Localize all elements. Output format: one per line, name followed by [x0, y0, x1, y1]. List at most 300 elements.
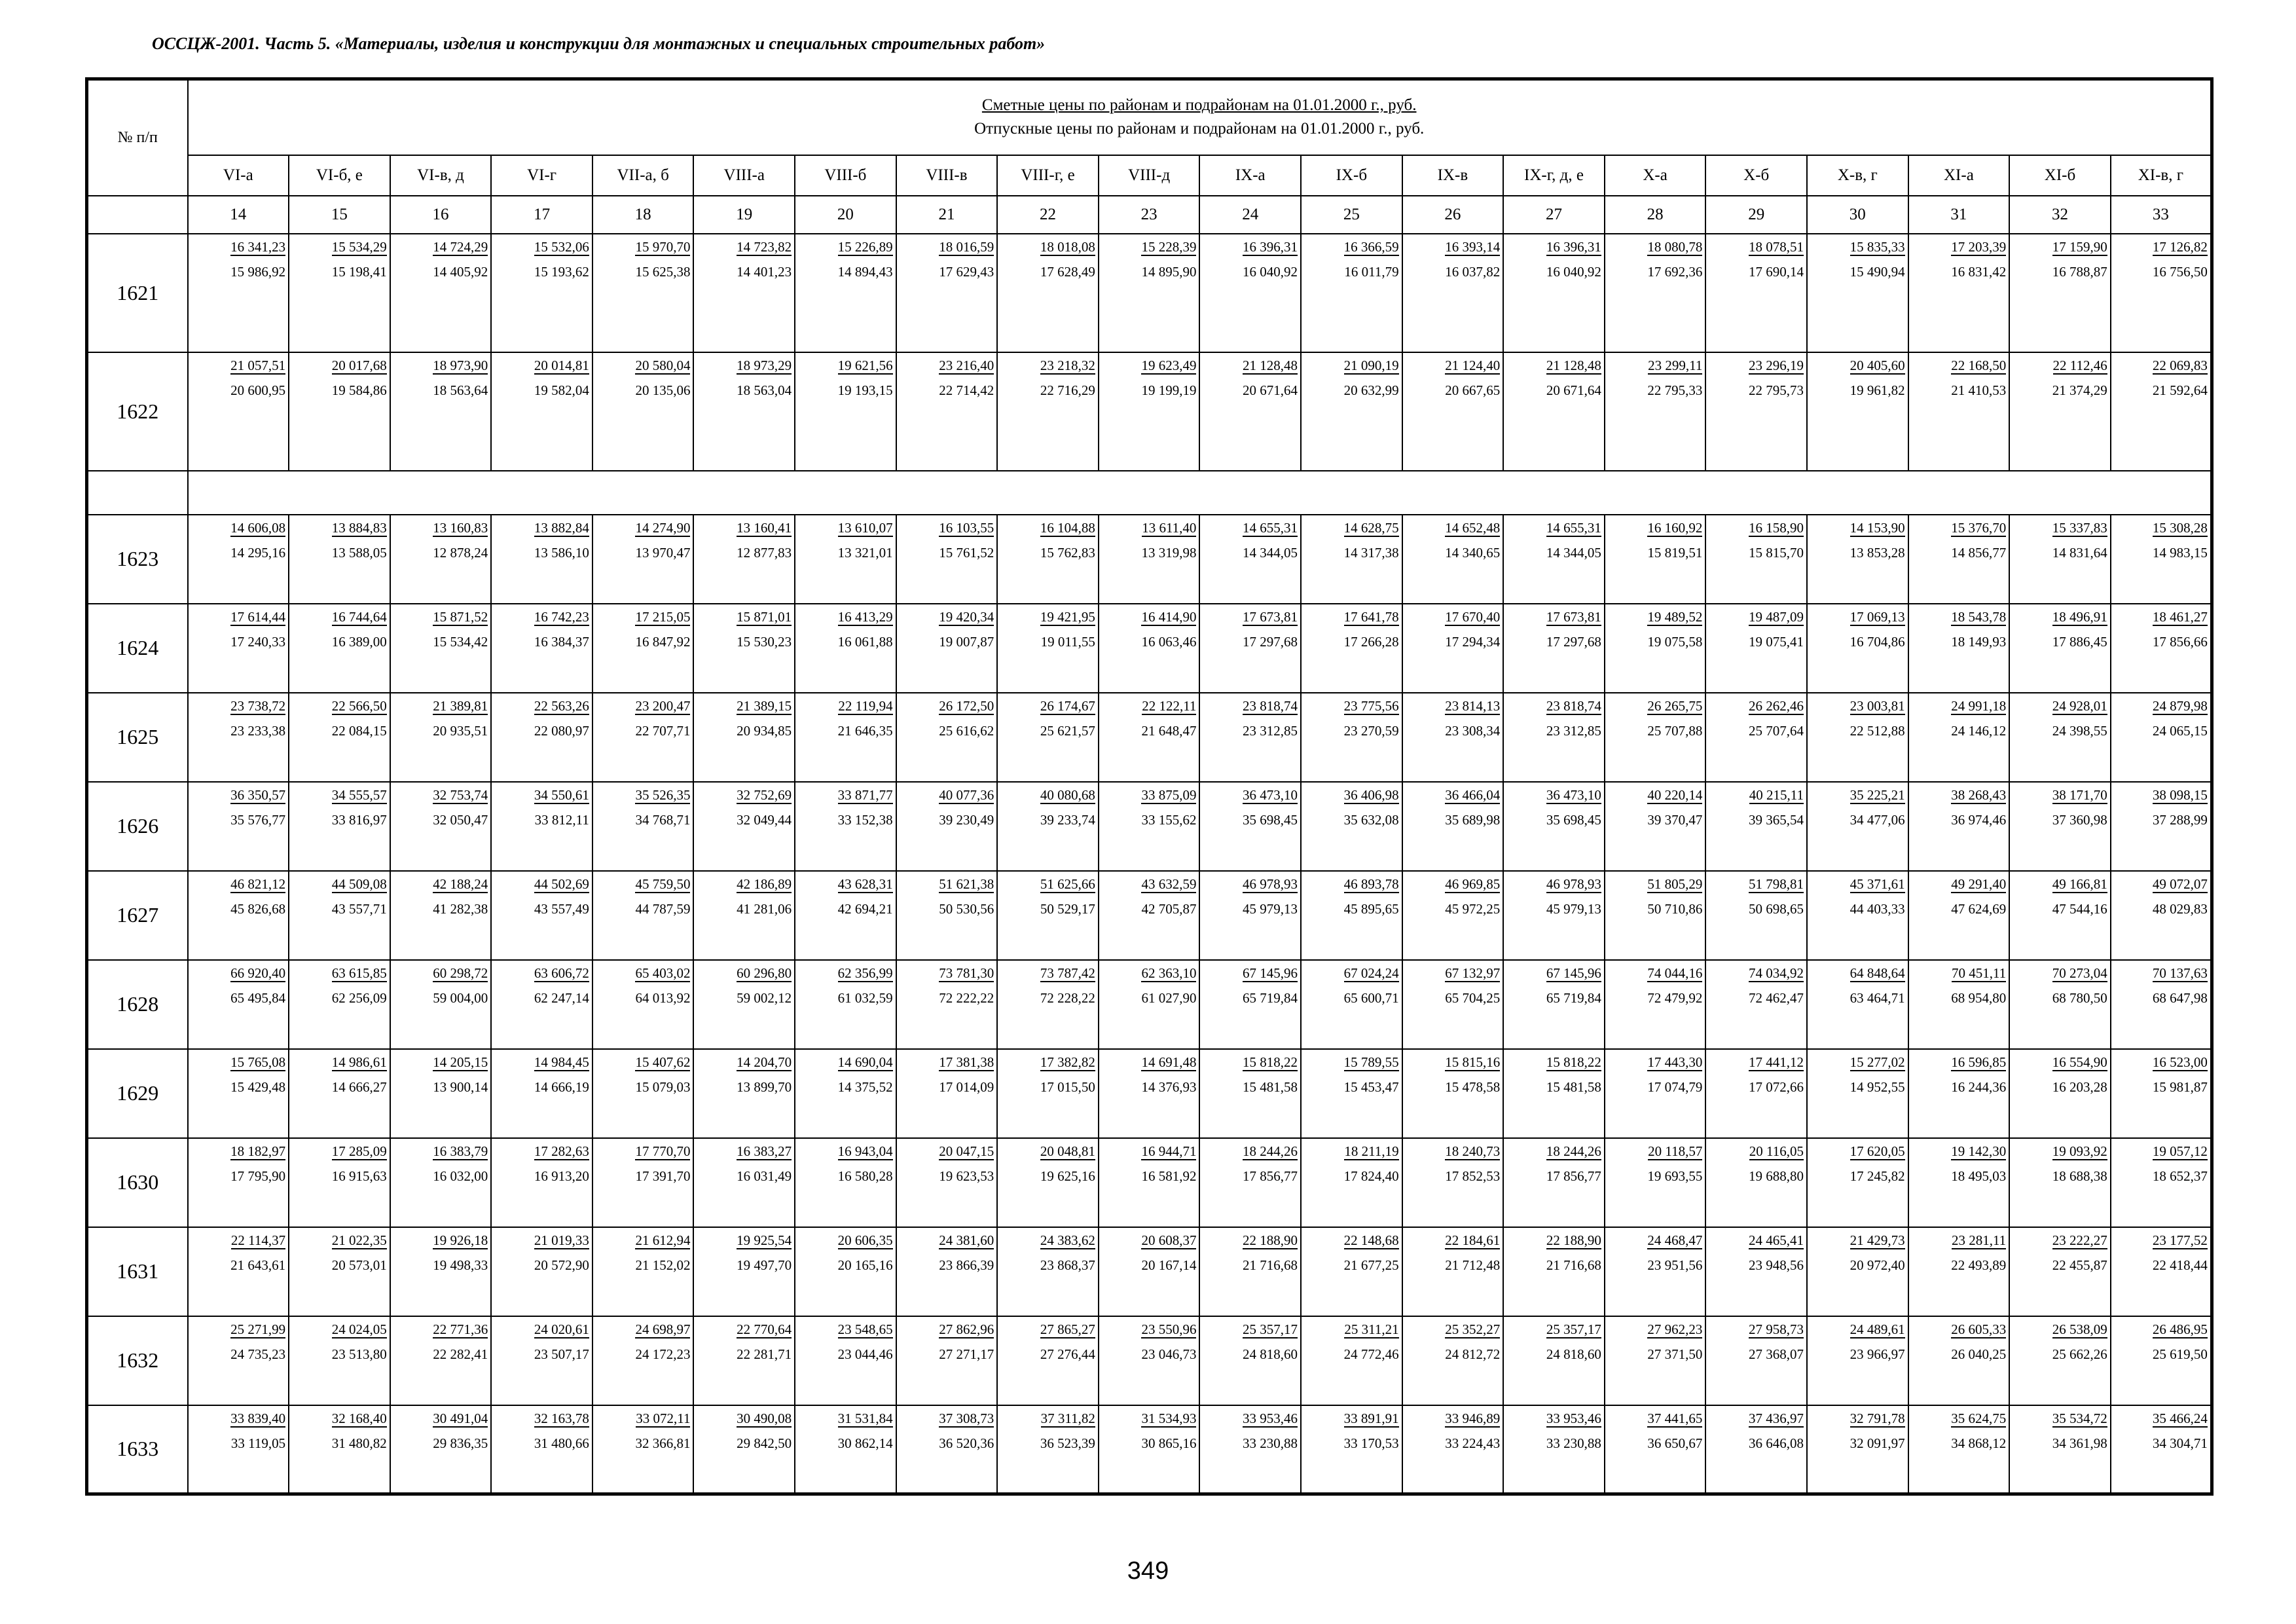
price-cell	[289, 782, 390, 871]
estimate-price: 21 022,35	[331, 1232, 387, 1248]
release-price: 25 707,64	[1749, 722, 1804, 739]
price-cell	[693, 960, 795, 1049]
estimate-price: 35 225,21	[1850, 786, 1905, 803]
price-cell	[491, 960, 592, 1049]
document-header: ОССЦЖ-2001. Часть 5. «Материалы, изделия и конструкции для монтажных и специальных строительных работ»	[152, 34, 1046, 53]
district-header: XI-б	[2009, 155, 2111, 196]
estimate-price: 17 126,82	[2152, 238, 2208, 255]
price-cell	[1199, 1049, 1301, 1138]
estimate-price: 14 628,75	[1343, 519, 1399, 536]
release-price: 23 312,85	[1243, 722, 1298, 739]
price-cell	[693, 1405, 795, 1494]
price-cell	[1503, 515, 1605, 604]
estimate-price: 25 311,21	[1344, 1321, 1399, 1337]
price-cell	[1807, 1227, 1908, 1316]
estimate-price: 24 698,97	[635, 1321, 691, 1337]
release-price: 15 819,51	[1647, 544, 1703, 561]
district-header: VI-а	[188, 155, 289, 196]
price-cell	[896, 1316, 998, 1405]
column-number: 25	[1301, 196, 1402, 234]
release-price: 15 761,52	[939, 544, 994, 561]
release-price: 37 288,99	[2152, 811, 2208, 828]
price-cell	[1301, 352, 1402, 471]
estimate-price: 43 628,31	[837, 876, 893, 892]
release-price: 42 694,21	[837, 900, 893, 917]
release-price: 45 826,68	[230, 900, 286, 917]
release-price: 16 040,92	[1546, 263, 1601, 280]
estimate-price: 23 775,56	[1343, 697, 1399, 714]
price-cell	[2009, 782, 2111, 871]
release-price: 16 704,86	[1850, 633, 1905, 650]
price-cell	[2111, 515, 2212, 604]
price-cell	[997, 604, 1099, 693]
estimate-price: 17 443,30	[1647, 1054, 1703, 1070]
price-cell	[390, 352, 492, 471]
price-cell	[896, 515, 998, 604]
price-cell	[1402, 871, 1504, 960]
price-cell	[1605, 871, 1706, 960]
estimate-price: 42 186,89	[737, 876, 792, 892]
estimate-price: 46 821,12	[230, 876, 286, 892]
price-cell	[1705, 693, 1807, 782]
price-cell	[289, 515, 390, 604]
release-price: 65 704,25	[1445, 989, 1501, 1006]
release-price: 20 572,90	[534, 1257, 589, 1273]
estimate-price: 26 265,75	[1647, 697, 1703, 714]
price-table-body	[87, 234, 2212, 1494]
estimate-price: 16 523,00	[2152, 1054, 2208, 1070]
release-price: 27 276,44	[1040, 1346, 1095, 1362]
price-cell	[997, 515, 1099, 604]
estimate-price: 23 222,27	[2052, 1232, 2107, 1248]
estimate-price: 26 538,09	[2052, 1321, 2107, 1337]
price-cell	[289, 871, 390, 960]
price-cell	[997, 234, 1099, 352]
estimate-price: 17 620,05	[1850, 1143, 1905, 1159]
column-number: 30	[1807, 196, 1908, 234]
price-cell	[1199, 782, 1301, 871]
row-number: 1623	[87, 515, 188, 604]
release-price: 39 370,47	[1647, 811, 1703, 828]
estimate-price: 17 641,78	[1343, 608, 1399, 625]
price-cell	[693, 693, 795, 782]
release-price: 20 671,64	[1243, 382, 1298, 398]
price-cell	[188, 515, 289, 604]
estimate-price: 22 119,94	[838, 697, 893, 714]
estimate-price: 19 621,56	[837, 357, 893, 373]
estimate-price: 27 862,96	[939, 1321, 994, 1337]
estimate-price: 49 166,81	[2052, 876, 2107, 892]
district-header: IX-б	[1301, 155, 1402, 196]
price-cell	[997, 871, 1099, 960]
estimate-price: 17 770,70	[635, 1143, 691, 1159]
release-price: 45 979,13	[1546, 900, 1601, 917]
price-cell	[1402, 1405, 1504, 1494]
release-price: 18 563,04	[737, 382, 792, 398]
price-cell	[390, 1316, 492, 1405]
release-price: 59 004,00	[433, 989, 488, 1006]
price-cell	[1503, 960, 1605, 1049]
estimate-price: 26 605,33	[1951, 1321, 2007, 1337]
release-price: 41 282,38	[433, 900, 488, 917]
release-price: 16 389,00	[331, 633, 387, 650]
release-price: 33 230,88	[1546, 1435, 1601, 1451]
row-number: 1629	[87, 1049, 188, 1138]
price-cell	[1199, 1316, 1301, 1405]
estimate-price: 22 188,90	[1546, 1232, 1601, 1248]
release-price: 36 650,67	[1647, 1435, 1703, 1451]
estimate-price: 18 461,27	[2152, 608, 2208, 625]
release-price: 23 507,17	[534, 1346, 589, 1362]
price-cell	[693, 604, 795, 693]
estimate-price: 74 044,16	[1647, 965, 1703, 981]
estimate-price: 36 406,98	[1343, 786, 1399, 803]
estimate-price: 17 670,40	[1445, 608, 1501, 625]
price-cell	[2009, 1049, 2111, 1138]
column-number: 23	[1099, 196, 1200, 234]
price-cell	[1503, 871, 1605, 960]
price-cell	[2111, 1405, 2212, 1494]
price-cell	[491, 1138, 592, 1227]
price-cell	[188, 604, 289, 693]
price-cell	[2111, 693, 2212, 782]
estimate-price: 16 104,88	[1040, 519, 1095, 536]
price-cell	[1908, 1405, 2010, 1494]
column-number: 15	[289, 196, 390, 234]
release-price: 17 072,66	[1749, 1079, 1804, 1095]
price-cell	[693, 1138, 795, 1227]
price-cell	[2009, 1138, 2111, 1227]
estimate-price: 23 738,72	[230, 697, 286, 714]
estimate-price: 17 285,09	[331, 1143, 387, 1159]
release-price: 15 481,58	[1243, 1079, 1298, 1095]
price-cell	[1503, 352, 1605, 471]
estimate-price: 35 526,35	[635, 786, 691, 803]
estimate-price: 16 944,71	[1141, 1143, 1197, 1159]
price-cell	[188, 1227, 289, 1316]
release-price: 16 788,87	[2052, 263, 2107, 280]
price-cell	[390, 234, 492, 352]
estimate-price: 17 381,38	[939, 1054, 994, 1070]
estimate-price: 25 357,17	[1546, 1321, 1601, 1337]
release-price: 34 361,98	[2052, 1435, 2107, 1451]
release-price: 36 646,08	[1749, 1435, 1804, 1451]
release-price: 13 899,70	[737, 1079, 792, 1095]
release-price: 48 029,83	[2152, 900, 2208, 917]
price-cell	[1807, 960, 1908, 1049]
price-cell	[896, 960, 998, 1049]
release-price: 25 707,88	[1647, 722, 1703, 739]
table-row	[87, 1227, 2212, 1316]
estimate-price: 15 277,02	[1850, 1054, 1905, 1070]
release-price: 16 384,37	[534, 633, 589, 650]
estimate-price: 38 268,43	[1951, 786, 2007, 803]
estimate-price: 24 465,41	[1749, 1232, 1804, 1248]
release-price: 61 027,90	[1141, 989, 1197, 1006]
district-header: IX-а	[1199, 155, 1301, 196]
release-price: 16 203,28	[2052, 1079, 2107, 1095]
estimate-price: 40 215,11	[1749, 786, 1804, 803]
price-cell	[390, 515, 492, 604]
price-cell	[491, 604, 592, 693]
release-price: 22 795,73	[1749, 382, 1804, 398]
release-price: 18 652,37	[2152, 1168, 2208, 1184]
price-cell	[188, 1049, 289, 1138]
price-cell	[2111, 604, 2212, 693]
estimate-price: 20 116,05	[1749, 1143, 1804, 1159]
price-cell	[896, 1138, 998, 1227]
release-price: 29 842,50	[737, 1435, 792, 1451]
district-header: VI-г	[491, 155, 592, 196]
price-cell	[2009, 693, 2111, 782]
estimate-price: 17 441,12	[1749, 1054, 1804, 1070]
price-cell	[390, 1227, 492, 1316]
price-cell	[1705, 1405, 1807, 1494]
release-price: 39 233,74	[1040, 811, 1095, 828]
release-price: 33 224,43	[1445, 1435, 1501, 1451]
price-cell	[1099, 604, 1200, 693]
price-cell	[592, 515, 694, 604]
estimate-price: 67 145,96	[1243, 965, 1298, 981]
estimate-price: 14 984,45	[534, 1054, 589, 1070]
price-cell	[1301, 871, 1402, 960]
estimate-price: 44 509,08	[331, 876, 387, 892]
release-price: 72 462,47	[1749, 989, 1804, 1006]
table-row	[87, 234, 2212, 352]
price-cell	[592, 871, 694, 960]
price-cell	[1099, 515, 1200, 604]
price-cell	[188, 1405, 289, 1494]
district-header: VIII-г, е	[997, 155, 1099, 196]
estimate-price: 67 024,24	[1343, 965, 1399, 981]
estimate-price: 35 534,72	[2052, 1410, 2107, 1426]
release-price: 15 534,42	[433, 633, 488, 650]
release-price: 22 795,33	[1647, 382, 1703, 398]
estimate-price: 13 882,84	[534, 519, 589, 536]
price-cell	[693, 782, 795, 871]
price-cell	[896, 871, 998, 960]
release-price: 16 032,00	[433, 1168, 488, 1184]
estimate-price: 23 200,47	[635, 697, 691, 714]
district-header: VIII-в	[896, 155, 998, 196]
estimate-price: 33 839,40	[230, 1410, 286, 1426]
estimate-price: 14 655,31	[1243, 519, 1298, 536]
estimate-price: 21 389,81	[433, 697, 488, 714]
estimate-price: 18 973,90	[433, 357, 488, 373]
release-price: 23 270,59	[1343, 722, 1399, 739]
estimate-price: 19 487,09	[1749, 608, 1804, 625]
estimate-price: 13 610,07	[837, 519, 893, 536]
release-price: 20 972,40	[1850, 1257, 1905, 1273]
price-cell	[188, 782, 289, 871]
estimate-price: 21 124,40	[1445, 357, 1501, 373]
release-price: 29 836,35	[433, 1435, 488, 1451]
price-cell	[1705, 234, 1807, 352]
release-price: 13 586,10	[534, 544, 589, 561]
estimate-price: 15 407,62	[635, 1054, 691, 1070]
release-price: 20 934,85	[737, 722, 792, 739]
price-cell	[1301, 604, 1402, 693]
release-price: 19 193,15	[837, 382, 893, 398]
release-price: 26 040,25	[1951, 1346, 2007, 1362]
release-price: 17 014,09	[939, 1079, 994, 1095]
release-price: 34 768,71	[635, 811, 691, 828]
release-price: 23 966,97	[1850, 1346, 1905, 1362]
estimate-price: 26 174,67	[1040, 697, 1095, 714]
price-cell	[592, 693, 694, 782]
estimate-price: 24 468,47	[1647, 1232, 1703, 1248]
price-cell	[997, 1227, 1099, 1316]
table-row	[87, 352, 2212, 471]
table-row	[87, 960, 2212, 1049]
release-price: 15 453,47	[1343, 1079, 1399, 1095]
release-price: 15 490,94	[1850, 263, 1905, 280]
estimate-price: 17 382,82	[1040, 1054, 1095, 1070]
price-cell	[693, 515, 795, 604]
estimate-price: 15 308,28	[2152, 519, 2208, 536]
price-cell	[997, 782, 1099, 871]
estimate-price: 33 953,46	[1243, 1410, 1298, 1426]
price-cell	[1099, 1049, 1200, 1138]
estimate-price: 32 791,78	[1850, 1410, 1905, 1426]
table-caption	[188, 79, 2212, 155]
price-cell	[1503, 234, 1605, 352]
release-price: 16 037,82	[1445, 263, 1501, 280]
release-price: 23 312,85	[1546, 722, 1601, 739]
price-cell	[390, 960, 492, 1049]
release-price: 59 002,12	[737, 989, 792, 1006]
price-cell	[491, 871, 592, 960]
release-price: 17 856,77	[1243, 1168, 1298, 1184]
price-cell	[1908, 1138, 2010, 1227]
estimate-price: 16 103,55	[939, 519, 994, 536]
estimate-price: 33 875,09	[1141, 786, 1197, 803]
price-cell	[1503, 1227, 1605, 1316]
price-cell	[1402, 960, 1504, 1049]
release-price: 15 625,38	[635, 263, 691, 280]
estimate-price: 22 114,37	[230, 1232, 286, 1248]
district-header: IX-в	[1402, 155, 1504, 196]
release-price: 44 403,33	[1850, 900, 1905, 917]
release-price: 32 050,47	[433, 811, 488, 828]
estimate-price: 15 871,52	[433, 608, 488, 625]
release-price: 34 304,71	[2152, 1435, 2208, 1451]
release-price: 39 365,54	[1749, 811, 1804, 828]
release-price: 23 951,56	[1647, 1257, 1703, 1273]
price-cell	[1605, 352, 1706, 471]
release-price: 32 049,44	[737, 811, 792, 828]
price-cell	[693, 1316, 795, 1405]
estimate-price: 18 244,26	[1243, 1143, 1298, 1159]
release-price: 14 344,05	[1243, 544, 1298, 561]
estimate-price: 18 211,19	[1344, 1143, 1399, 1159]
estimate-price: 15 835,33	[1850, 238, 1905, 255]
estimate-price: 15 337,83	[2052, 519, 2107, 536]
price-cell	[1705, 960, 1807, 1049]
estimate-price: 42 188,24	[433, 876, 488, 892]
estimate-price: 18 080,78	[1647, 238, 1703, 255]
price-cell	[1908, 352, 2010, 471]
estimate-price: 14 724,29	[433, 238, 488, 255]
price-cell	[1402, 1049, 1504, 1138]
price-cell	[2009, 604, 2111, 693]
estimate-price: 15 871,01	[737, 608, 792, 625]
separator-cell	[87, 471, 188, 515]
estimate-price: 27 958,73	[1749, 1321, 1804, 1337]
price-cell	[1301, 1405, 1402, 1494]
estimate-price: 16 383,27	[737, 1143, 792, 1159]
release-price: 17 297,68	[1243, 633, 1298, 650]
row-number: 1622	[87, 352, 188, 471]
release-price: 25 616,62	[939, 722, 994, 739]
release-price: 16 581,92	[1141, 1168, 1197, 1184]
estimate-price: 36 350,57	[230, 786, 286, 803]
release-price: 12 878,24	[433, 544, 488, 561]
estimate-price: 35 466,24	[2152, 1410, 2208, 1426]
price-cell	[1908, 515, 2010, 604]
district-header: XI-а	[1908, 155, 2010, 196]
estimate-price: 16 554,90	[2052, 1054, 2107, 1070]
release-price: 63 464,71	[1850, 989, 1905, 1006]
price-cell	[491, 1227, 592, 1316]
release-price: 39 230,49	[939, 811, 994, 828]
price-cell	[1908, 1049, 2010, 1138]
release-price: 14 401,23	[737, 263, 792, 280]
price-cell	[1402, 782, 1504, 871]
estimate-price: 16 396,31	[1243, 238, 1298, 255]
release-price: 64 013,92	[635, 989, 691, 1006]
release-price: 12 877,83	[737, 544, 792, 561]
release-price: 14 894,43	[837, 263, 893, 280]
release-price: 30 862,14	[837, 1435, 893, 1451]
estimate-price: 20 405,60	[1850, 357, 1905, 373]
estimate-price: 51 625,66	[1040, 876, 1095, 892]
release-price: 20 167,14	[1141, 1257, 1197, 1273]
estimate-price: 18 240,73	[1445, 1143, 1501, 1159]
estimate-price: 25 271,99	[230, 1321, 286, 1337]
price-cell	[390, 604, 492, 693]
estimate-price: 20 608,37	[1141, 1232, 1197, 1248]
release-price: 17 074,79	[1647, 1079, 1703, 1095]
release-price: 36 974,46	[1951, 811, 2007, 828]
row-number: 1624	[87, 604, 188, 693]
estimate-price: 70 273,04	[2052, 965, 2107, 981]
estimate-price: 16 383,79	[433, 1143, 488, 1159]
price-cell	[592, 960, 694, 1049]
release-price: 65 495,84	[230, 989, 286, 1006]
estimate-price: 30 490,08	[737, 1410, 792, 1426]
estimate-price: 15 226,89	[837, 238, 893, 255]
price-cell	[1807, 234, 1908, 352]
row-number: 1625	[87, 693, 188, 782]
price-cell	[1099, 960, 1200, 1049]
release-price: 43 557,49	[534, 900, 589, 917]
release-price: 22 418,44	[2152, 1257, 2208, 1273]
price-cell	[289, 1049, 390, 1138]
price-cell	[2009, 1316, 2111, 1405]
estimate-price: 22 122,11	[1142, 697, 1197, 714]
district-header: VIII-д	[1099, 155, 1200, 196]
release-price: 16 580,28	[837, 1168, 893, 1184]
price-cell	[289, 1405, 390, 1494]
estimate-price: 15 534,29	[331, 238, 387, 255]
estimate-price: 15 815,16	[1445, 1054, 1501, 1070]
price-cell	[1402, 693, 1504, 782]
estimate-price: 16 414,90	[1141, 608, 1197, 625]
estimate-price: 17 614,44	[230, 608, 286, 625]
price-cell	[1807, 871, 1908, 960]
price-cell	[1199, 515, 1301, 604]
